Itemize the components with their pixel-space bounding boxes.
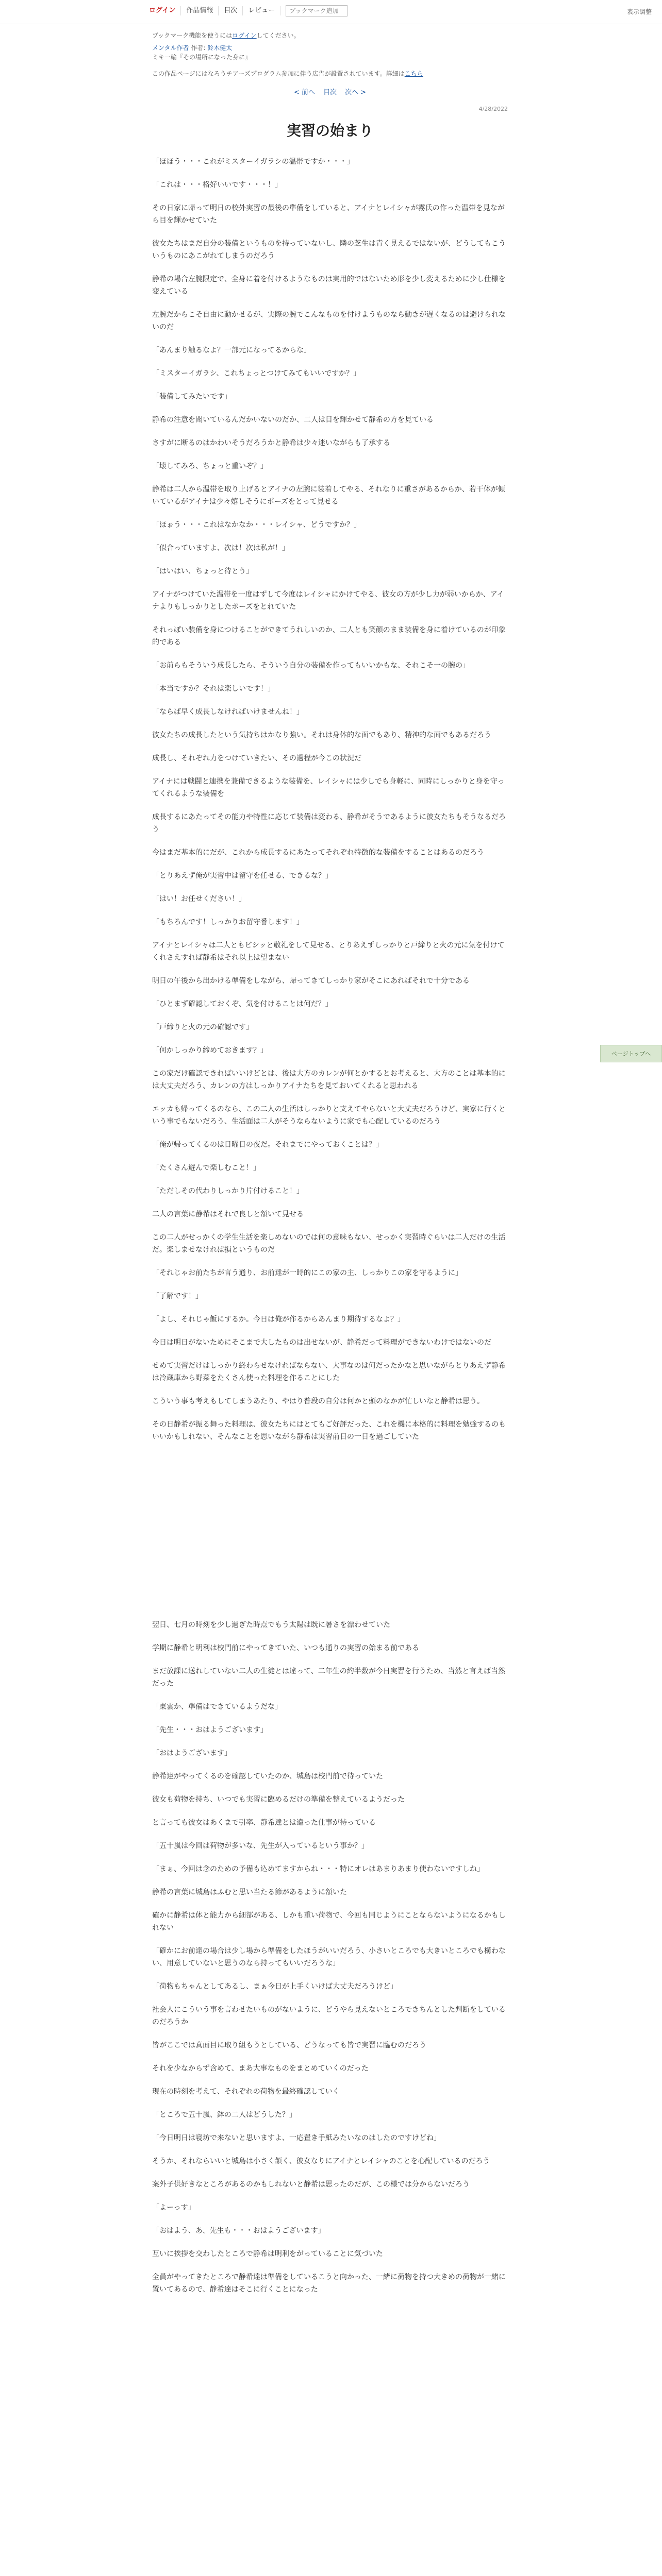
paragraph: アイナがつけていた温帯を一度はずして今度はレイシャにかけてやる、彼女の方が少し力が弱いからか、アイナよりもしっかりとしたポーズをとれていた: [152, 590, 504, 611]
paragraph: 「これは・・・格好いいです・・・！」: [152, 181, 282, 189]
paragraph: こういう事も考えもしてしまうあたり、やはり普段の自分は何かと頭のなかが忙しいなと静希は思う。: [152, 1397, 484, 1405]
page-top-button[interactable]: ページトップへ: [600, 1045, 662, 1062]
paragraph: 「ひとまず確認しておくぞ、気を付けることは何だ？」: [152, 1000, 333, 1008]
chapter-body-part-1: [152, 156, 508, 1443]
paragraph: 「まぁ、今回は念のための予備も込めてますからね・・・特にオレはあまりあまり使わないですしね」: [152, 1865, 484, 1873]
paragraph: 「先生・・・おはようございます」: [152, 1726, 268, 1734]
paragraph: 「五十嵐は今回は荷物が多いな、先生が入っているという事か？」: [152, 1842, 369, 1850]
paragraph: 皆がここでは真面目に取り組もうとしている、どうなっても皆で実習に臨むのだろう: [152, 2041, 426, 2049]
top-navigation-bar: [0, 0, 662, 24]
series-name[interactable]: メンタル作者: [152, 44, 189, 52]
paragraph: その日家に帰って明日の校外実習の最後の準備をしていると、アイナとレイシャが霧氏の作った温帯を見ながら目を輝かせていた: [152, 204, 505, 225]
paragraph: それっぽい装備を身につけることができてうれしいのか、二人とも笑顔のまま装備を身に着けているのが印象的である: [152, 626, 506, 647]
paragraph: 案外子供好きなところがあるのかもしれないと静希は思ったのだが、この様では分からないだろう: [152, 2180, 470, 2189]
paragraph: 「ほほう・・・これがミスターイガラシの温帯ですか・・・」: [152, 158, 354, 166]
paragraph: 「今日明日は寝坊で来ないと思いますよ、一応置き手紙みたいなのはしたのですけどね」: [152, 2134, 441, 2142]
bookmark-input[interactable]: [286, 5, 347, 16]
chapter-pager: [152, 87, 508, 96]
paragraph: それを少なからず含めて、まあ大事なものをまとめていくのだった: [152, 2064, 369, 2073]
paragraph: と言っても彼女はあくまで引率、静希達とは違った仕事が待っている: [152, 1819, 376, 1827]
paragraph: 静希の場合左腕限定で、全身に着を付けるようなものは実用的ではないため形を少し変えるために少し仕様を変えている: [152, 275, 506, 296]
paragraph: その日静希が振る舞った料理は、彼女たちにはとてもご好評だった、これを機に本格的に料理を勉強するのもいいかもしれない、そんなことを思いながら静希は実習前日の一日を過ごしていた: [152, 1420, 506, 1441]
paragraph: 「たくさん遊んで楽しむこと！」: [152, 1164, 260, 1172]
paragraph: 「本当ですか？それは楽しいです！」: [152, 685, 275, 693]
prev-link[interactable]: < 前へ: [293, 89, 315, 96]
notice-login-link[interactable]: ログイン: [232, 32, 257, 39]
paragraph: 学期に静希と明利は校門前にやってきていた、いつも通りの実習の始まる前である: [152, 1644, 419, 1652]
paragraph: 明日の午後から出かける準備をしながら、帰ってきてしっかり家がそこにあればそれで十分である: [152, 977, 470, 985]
paragraph: 「おはようございます」: [152, 1749, 231, 1757]
chapter-body-part-2: [152, 1619, 508, 2296]
series-subtitle: ミキ一輪『その場所になった身に』: [152, 54, 252, 61]
chapter-title: 実習の始まり: [286, 122, 373, 139]
paragraph: エッカも帰ってくるのなら、この二人の生活はしっかりと支えてやらないと大丈夫だろうけど、実家に行くという事でもないだろう、生活面は二人がそうならないように家でも心配しているのだろう: [152, 1105, 506, 1126]
paragraph: 「それじゃお前たちが言う通り、お前達が一時的にこの家の主、しっかりこの家を守るように」: [152, 1269, 462, 1277]
paragraph: 彼女たちはまだ自分の装備というものを持っていないし、隣の芝生は青く見えるではないが、どうしてもこういうものにあこがれてしまうのだろう: [152, 240, 506, 260]
paragraph: 成長し、それぞれ力をつけていきたい、その過程が今この状況だ: [152, 754, 361, 762]
paragraph: 左腕だからこそ自由に動かせるが、実際の腕でこんなものを付けようものなら動きが遅くなるのは避けられないのだ: [152, 311, 506, 331]
paragraph: 今はまだ基本的にだが、これから成長するにあたってそれぞれ特徴的な装備をすることはあるのだろう: [152, 849, 484, 857]
paragraph: 「何かしっかり締めておきます？」: [152, 1046, 268, 1055]
nav-work-info[interactable]: 作品情報: [181, 6, 219, 15]
paragraph: 「似合っていますよ、次は！次は私が！」: [152, 544, 289, 552]
paragraph: 現在の時刻を考えて、それぞれの荷物を最終確認していく: [152, 2088, 340, 2096]
paragraph: 社会人にこういう事を言わせたいものがないように、どうやら見えないところできちんとした判断をしているのだろうか: [152, 2006, 506, 2026]
paragraph: 「あんまり触るなよ？一部元になってるからな」: [152, 346, 311, 354]
paragraph: 彼女たちの成長したという気持ちはかなり強い。それは身体的な面でもあり、精神的な面でもあるだろう: [152, 731, 491, 739]
paragraph: 彼女も荷物を持ち、いつでも実習に臨めるだけの準備を整えているようだった: [152, 1795, 405, 1804]
paragraph: 「壊してみろ、ちょっと重いぞ？」: [152, 462, 268, 470]
paragraph: 静希達がやってくるのを確認していたのか、城島は校門前で待っていた: [152, 1772, 383, 1781]
paragraph: 「ならば早く成長しなければいけませんね！」: [152, 708, 304, 716]
paragraph: 確かに静希は体と能力から細部がある、しかも重い荷物で、今回も同じようにことならないようになるかもしれない: [152, 1911, 506, 1932]
novel-content: [152, 31, 508, 2307]
paragraph: 静希の注意を聞いているんだかいないのだか、二人は目を輝かせて静希の方を見ている: [152, 416, 434, 424]
nav-toc[interactable]: 目次: [219, 6, 243, 15]
nav-review[interactable]: レビュー: [243, 6, 280, 15]
series-info: メンタル作者 作者: 鈴木健太 ミキ一輪『その場所になった身に』: [152, 44, 252, 61]
paragraph: 「おはよう、あ、先生も・・・おはようございます」: [152, 2227, 325, 2235]
paragraph: 静希は二人から温帯を取り上げるとアイナの左腕に装着してやる、それなりに重さがあるからか、若干体が傾いているがアイナは少々嬉しそうにポーズをとって見せる: [152, 485, 505, 506]
paragraph: 翌日、七月の時刻を少し過ぎた時点でもう太陽は既に暑さを漂わせていた: [152, 1621, 390, 1629]
paragraph: 「お前らもそういう成長したら、そういう自分の装備を作ってもいいかもな、それこそ一の腕の」: [152, 662, 470, 670]
ad-details-link[interactable]: こちら: [404, 70, 423, 77]
paragraph: 「了解です！」: [152, 1292, 203, 1300]
author-link[interactable]: 鈴木健太: [207, 44, 233, 52]
paragraph: 「東雲か、準備はできているようだな」: [152, 1703, 282, 1711]
paragraph: 全員がやってきたところで静希達は準備をしているこうと向かった、一緒に荷物を持つ大きめの荷物が一緒に置いてあるので、静希達はそこに行くことになった: [152, 2273, 506, 2294]
paragraph: 「確かにお前達の場合は少し場から準備をしたほうがいいだろう、小さいところでも大きいところでも構わない、用意していないと思うのなら持ってもいいだろうな」: [152, 1947, 506, 1968]
paragraph: 「はいはい、ちょっと待とう」: [152, 567, 253, 575]
toc-link[interactable]: 目次: [323, 89, 337, 96]
paragraph: 今日は明日がないためにそこまで大したものは出せないが、静希だって料理ができないわけではないのだ: [152, 1338, 491, 1347]
paragraph: 「ところで五十嵐、鉢の二人はどうした？」: [152, 2111, 296, 2119]
paragraph: この家だけ確認できればいいけどとは、後は大方のカレンが何とかするとお考えると、大方のことは基本的には大丈夫だろう、カレンの方はしっかりアイナたちを見ておいてくれると思われる: [152, 1070, 506, 1090]
paragraph: アイナには戦闘と連携を兼備できるような装備を、レイシャには少しでも身軽に、同時にしっかりと身を守ってくれるような装備を: [152, 777, 505, 798]
paragraph: 静希の言葉に城島はふむと思い当たる節があるように頷いた: [152, 1888, 347, 1896]
paragraph: 「とりあえず俺が実習中は留守を任せる、できるな？」: [152, 872, 333, 880]
paragraph: 「はい！お任せください！」: [152, 895, 246, 903]
login-link[interactable]: ログイン: [142, 6, 181, 15]
bookmark-notice: ブックマーク機能を使うにはログインしてください。: [152, 32, 300, 39]
paragraph: 「もちろんです！しっかりお留守番します！」: [152, 918, 304, 926]
display-settings-link[interactable]: 表示調整: [626, 8, 652, 15]
paragraph: 「装備してみたいです」: [152, 393, 231, 401]
paragraph: 成長するにあたってその能力や特性に応じて装備は変わる、静希がそうであるように彼女たちもそうなるだろう: [152, 813, 506, 834]
ad-notice: この作品ページにはなろうチアーズプログラム参加に伴う広告が設置されています。詳細はこちら: [152, 70, 423, 77]
paragraph: 「よし、それじゃ飯にするか。今日は俺が作るからあんまり期待するなよ？」: [152, 1315, 405, 1324]
paragraph: 「よーっす」: [152, 2204, 195, 2212]
paragraph: さすがに断るのはかわいそうだろうかと静希は少々迷いながらも了承する: [152, 439, 390, 447]
paragraph: 「荷物もちゃんとしてあるし、まぁ今日が上手くいけば大丈夫だろうけど」: [152, 1982, 398, 1991]
paragraph: 「戸締りと火の元の確認です」: [152, 1023, 253, 1031]
paragraph: 「俺が帰ってくるのは日曜日の夜だ。それまでにやっておくことは？」: [152, 1141, 383, 1149]
paragraph: 「ミスターイガラシ、これちょっとつけてみてもいいですか？」: [152, 369, 361, 378]
blank-space: [152, 1454, 508, 1619]
paragraph: 「ほぉう・・・これはなかなか・・・レイシャ、どうですか？」: [152, 521, 361, 529]
paragraph: 「ただしその代わりしっかり片付けること！」: [152, 1187, 304, 1195]
paragraph: そうか、それならいいと城島は小さく頷く、彼女なりにアイナとレイシャのことを心配しているのだろう: [152, 2157, 490, 2165]
paragraph: アイナとレイシャは二人ともビシッと敬礼をして見せる、とりあえずしっかりと戸締りと火の元に気を付けてくれさえすれば静希はそれ以上は望まない: [152, 941, 505, 962]
next-link[interactable]: 次へ >: [345, 89, 367, 96]
paragraph: 二人の言葉に静希はそれで良しと頷いて見せる: [152, 1210, 304, 1218]
paragraph: 互いに挨拶を交わしたところで静希は明利をがっていることに気づいた: [152, 2250, 383, 2258]
paragraph: せめて実習だけはしっかり終わらせなければならない、大事なのは何だったかなと思いながらとりあえず静希は冷蔵庫から野菜をたくさん使った料理を作ることにした: [152, 1362, 506, 1382]
paragraph: まだ放課に送れしていない二人の生徒とは違って、二年生の約半数が今日実習を行うため、当然と言えば当然だった: [152, 1667, 506, 1688]
paragraph: この二人がせっかくの学生生活を楽しめないのでは何の意味もない、せっかく実習時ぐらいは二人だけの生活だ。楽しませなければ損というものだ: [152, 1233, 506, 1254]
publish-date: 4/28/2022: [478, 106, 508, 112]
